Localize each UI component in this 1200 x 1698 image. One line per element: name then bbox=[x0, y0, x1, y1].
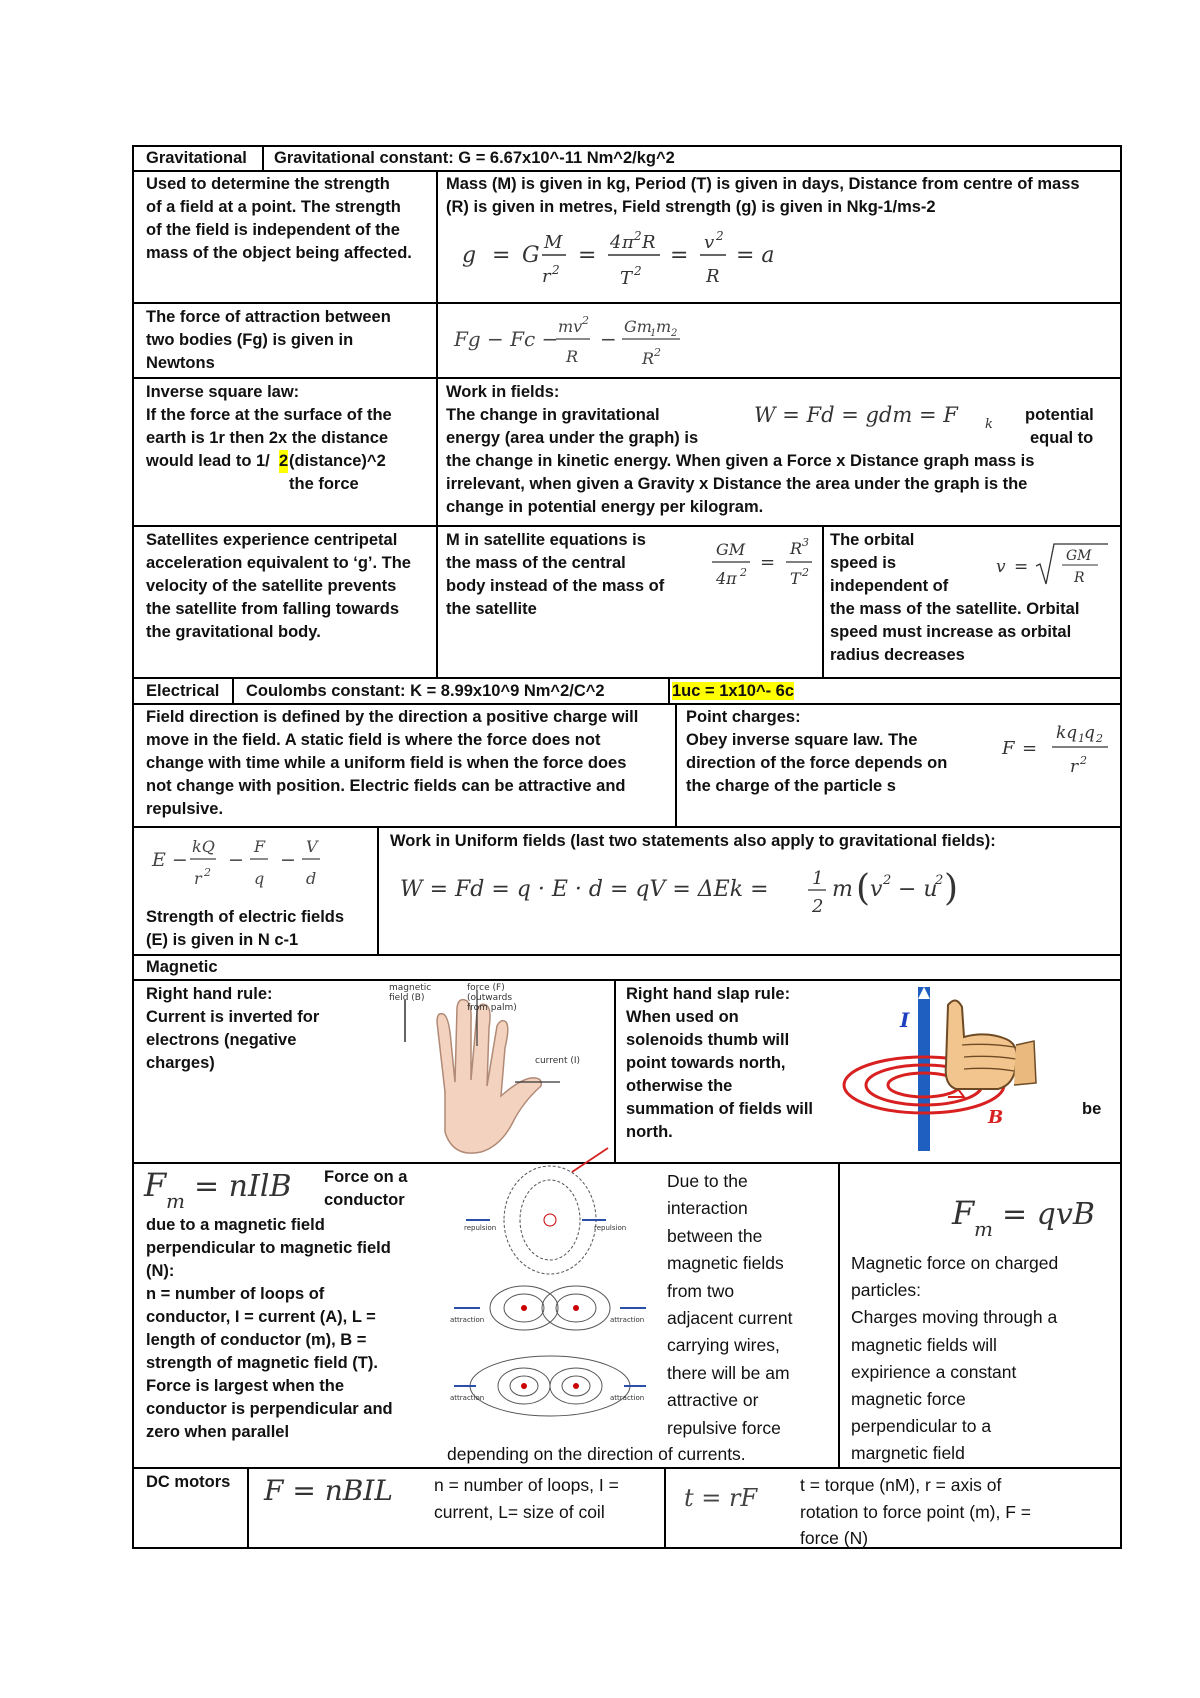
svg-text:Fg − Fc −: Fg − Fc − bbox=[454, 327, 559, 351]
svg-text:= qvB: = qvB bbox=[1002, 1197, 1095, 1232]
uniform-field-work-equation bbox=[398, 862, 978, 922]
svg-text:2: 2 bbox=[634, 264, 642, 278]
svg-text:g: g bbox=[462, 243, 477, 268]
svg-text:R: R bbox=[1074, 570, 1085, 586]
svg-text:3: 3 bbox=[802, 536, 809, 549]
svg-text:2: 2 bbox=[654, 346, 661, 359]
point-charges-description: Point charges: Obey inverse square law. The direction of the force depends on the charge of the particle s bbox=[686, 708, 948, 795]
rhr-current-label: current (I) bbox=[535, 1056, 581, 1066]
right-hand-slap-diagram bbox=[838, 985, 1078, 1160]
svg-text:=: = bbox=[492, 243, 511, 268]
svg-text:T: T bbox=[790, 569, 801, 588]
satellites-description: Satellites experience centripetal acceleration equivalent to ‘g’. The velocity of the satellite prevents the satellite from falling towards the gravitational body. bbox=[146, 531, 411, 641]
svg-text:=: = bbox=[1022, 738, 1038, 759]
motor-force-equation bbox=[262, 1472, 412, 1512]
magnetic-header: Magnetic bbox=[146, 958, 218, 976]
repulsion-label-right: repulsion bbox=[594, 1224, 627, 1232]
svg-text:=: = bbox=[670, 243, 689, 268]
svg-text:2: 2 bbox=[634, 229, 642, 243]
field-strength-description: Used to determine the strength of a field at a point. The strength of the field is independent of the mass of the object being affected. bbox=[146, 175, 412, 262]
work-energy-equation bbox=[752, 398, 1022, 434]
svg-text:v: v bbox=[870, 877, 883, 902]
svg-text:W = Fd = gdm = F: W = Fd = gdm = F bbox=[754, 403, 958, 427]
svg-text:Gm: Gm bbox=[624, 317, 652, 336]
svg-text:k: k bbox=[985, 417, 993, 432]
svg-text:r: r bbox=[1070, 757, 1079, 777]
svg-text:2: 2 bbox=[935, 873, 944, 888]
svg-text:GM: GM bbox=[1066, 548, 1092, 564]
svg-text:R: R bbox=[566, 347, 579, 366]
svg-text:2: 2 bbox=[812, 896, 824, 917]
svg-text:GM: GM bbox=[716, 540, 746, 559]
force-on-conductor-a: Force on a conductor bbox=[324, 1168, 408, 1209]
slap-be-word: be bbox=[1082, 1100, 1102, 1118]
svg-text:2: 2 bbox=[552, 263, 560, 277]
slap-field-label: B bbox=[988, 1107, 1004, 1128]
svg-text:=: = bbox=[578, 243, 597, 268]
svg-text:t = rF: t = rF bbox=[684, 1484, 758, 1512]
slap-current-label: I bbox=[900, 1008, 910, 1032]
svg-text:q: q bbox=[1084, 723, 1095, 743]
svg-text:kq: kq bbox=[1056, 723, 1078, 743]
svg-text:= nIlB: = nIlB bbox=[194, 1169, 292, 1204]
svg-text:4: 4 bbox=[610, 232, 622, 253]
electric-field-equation bbox=[150, 834, 350, 894]
parallel-wires-diagram bbox=[450, 1166, 650, 1434]
parallel-wires-description: Due to the interaction between the magnetic fields from two adjacent current carrying wires, there will be am attractive or repulsive force bbox=[667, 1171, 793, 1438]
notes-page: Gravitational Gravitational constant: G = 6.67x10^-11 Nm^2/kg^2 Used to determine the strength of a field at a point. The strength of the field is independent of the mass of the object being affected. Mass (M) is given in kg, Period (T) is given in days, Distance from centre of mass (R) is given in metres, Field strength (g) is given in Nkg-1/ms-2 g = G M r 2 = 4 π 2 R T 2 = v 2 R = a The force of attraction between two bodies (Fg) is given in Newtons Fg − Fc − mv 2 R − Gm 1 m 2 R 2 Inverse square law: If the force at the surface of the earth is 1r then 2x the distance would lead to 1/ 2 (distance)^2 the force Work in fields: The change in gravitational potential energy (area under the graph) is equal to the change in kinetic energy. When given a Force x Distance graph mass is irrelevant, when given a Gravity x Distance the area under the graph is the change in potential energy per kilogram. W = Fd = gdm = F k Satellites experience centripetal acceleration equivalent to ‘g’. The velocity of the satellite prevents the satellite from falling towards the gravitational body. M in satellite equations is the mass of the central body instead of the mass of the satellite GM 4π 2 = R 3 T 2 The orbital speed is independent of the mass of the satellite. Orbital speed must increase as orbital radius decreases v = GM R Electrical Coulombs constant: K = 8.99x10^9 Nm^2/C^2 1uc = 1x10^- 6c Field direction is defined by the direction a positive charge will move in the field. A static field is where the force does not change with time while a uniform field is when the force does not change with position. Electric fields can be attractive and repulsive. Point charges: Obey inverse square law. The direction of the force depends on the charge of the particle s F = kq 1 q 2 r 2 E − kQ r 2 − F q − V d Strength of electric fields (E) is given in N c-1 Work in Uniform fields (last two statements also apply to gravitational fields): W = Fd = q · E · d = qV = ΔEk = 1 2 m ( v 2 − u 2 ) Magnetic Right hand rule: Current is inverted for electrons (negative charges) magnetic field (B) force (F) (outwards from palm) current (I) Right hand slap rule: When used on solenoids thumb will point towards north, otherwise the summation of fields will north. I B be F m = nIlB Force on a conductor due to a magnetic field perpendicular to magnetic field (N): n = number of loops of conductor, I = current (A), L = length of conductor (m), B = strength of magnetic field (T). Force is largest when the conductor is perpendicular and zero when parallel repulsion repulsion attraction attraction attraction attraction Due to the interaction between the magnetic fields from two adjacent current carrying wires, there will be am attractive or repulsive force depending on the direction of currents. F m = qvB Magnetic force on charged particles: Charges moving through a magnetic fields will expirience a constant magnetic force perpendicular to a margnetic field DC motors F = nBIL n = number of loops, I = current, L= size of coil t = rF t = torque (nM), r = axis of rotation to force point (m), F = force (N) bbox=[0, 0, 1200, 1698]
svg-text:M: M bbox=[544, 232, 563, 253]
svg-text:m: m bbox=[974, 1217, 993, 1241]
svg-text:m: m bbox=[166, 1189, 185, 1213]
charged-particle-force-equation bbox=[950, 1188, 1110, 1248]
right-hand-rule-diagram bbox=[385, 982, 610, 1160]
svg-text:R: R bbox=[706, 266, 720, 287]
svg-text:V: V bbox=[306, 837, 318, 856]
repulsion-label-left: repulsion bbox=[464, 1224, 497, 1232]
svg-text:G: G bbox=[522, 243, 540, 268]
attraction-label-left-2: attraction bbox=[450, 1394, 485, 1402]
force-attraction-description: The force of attraction between two bodies (Fg) is given in Newtons bbox=[146, 308, 391, 372]
svg-text:2: 2 bbox=[582, 314, 589, 327]
svg-text:2: 2 bbox=[1096, 732, 1103, 745]
attraction-label-right-2: attraction bbox=[610, 1394, 645, 1402]
rhr-field-label: magnetic field (B) bbox=[389, 983, 432, 1003]
orbital-speed-a: The orbital speed is independent of bbox=[830, 531, 949, 595]
svg-text:r: r bbox=[542, 266, 551, 287]
svg-text:q: q bbox=[254, 869, 265, 888]
svg-text:2: 2 bbox=[740, 566, 747, 579]
charged-particle-description: Magnetic force on charged particles: Charges moving through a magnetic fields will expirience a constant magnetic force perpendicular to a margnetic field bbox=[851, 1253, 1059, 1464]
svg-text:2: 2 bbox=[1080, 754, 1087, 767]
gravitational-force-equation bbox=[452, 310, 712, 374]
svg-text:m: m bbox=[832, 877, 853, 902]
attraction-label-right-1: attraction bbox=[610, 1316, 645, 1324]
svg-text:F: F bbox=[952, 1194, 975, 1232]
work-uniform-fields: Work in Uniform fields (last two statements also apply to gravitational fields): bbox=[390, 832, 996, 850]
svg-text:F: F bbox=[1002, 738, 1015, 759]
field-strength-equation bbox=[460, 220, 780, 290]
electrical-header: Electrical bbox=[146, 682, 220, 700]
svg-text:mv: mv bbox=[558, 317, 583, 336]
coulombs-constant: Coulombs constant: K = 8.99x10^9 Nm^2/C^2 bbox=[246, 682, 605, 700]
svg-text:T: T bbox=[620, 268, 633, 289]
svg-text:2: 2 bbox=[802, 566, 809, 579]
svg-text:−: − bbox=[280, 849, 296, 871]
svg-text:m: m bbox=[656, 317, 672, 336]
svg-text:= a: = a bbox=[736, 243, 775, 268]
svg-text:F = nBIL: F = nBIL bbox=[264, 1474, 393, 1507]
svg-text:2: 2 bbox=[671, 328, 678, 339]
right-hand-rule-description: Right hand rule: Current is inverted for electrons (negative charges) bbox=[146, 985, 320, 1072]
svg-text:R: R bbox=[642, 232, 656, 253]
svg-text:F: F bbox=[254, 837, 266, 856]
right-hand-slap-description: Right hand slap rule: When used on solenoids thumb will point towards north, otherwise the summation of fields will north. bbox=[626, 985, 814, 1141]
svg-text:): ) bbox=[944, 868, 959, 909]
svg-text:π: π bbox=[622, 232, 634, 253]
svg-text:W = Fd = q · E · d = qV = ΔE: W = Fd = q · E · d = qV = ΔEk = bbox=[400, 877, 769, 902]
svg-text:4π: 4π bbox=[716, 569, 737, 588]
svg-text:d: d bbox=[306, 869, 317, 888]
satellite-mass-description: M in satellite equations is the mass of the central body instead of the mass of the satellite bbox=[446, 531, 665, 618]
svg-text:F: F bbox=[144, 1166, 167, 1204]
dc-motors-header: DC motors bbox=[146, 1473, 231, 1491]
svg-text:r: r bbox=[194, 869, 202, 888]
svg-text:2: 2 bbox=[883, 873, 892, 888]
svg-text:=: = bbox=[1014, 557, 1029, 577]
coulomb-law-equation bbox=[1000, 718, 1115, 782]
svg-text:−: − bbox=[600, 327, 617, 351]
svg-text:R: R bbox=[642, 349, 655, 368]
svg-text:−: − bbox=[228, 849, 244, 871]
svg-text:(: ( bbox=[856, 868, 871, 909]
svg-text:1: 1 bbox=[1078, 732, 1085, 745]
kepler-equation bbox=[710, 532, 820, 594]
svg-text:v: v bbox=[996, 557, 1006, 577]
microcoulomb-note: 1uc = 1x10^- 6c bbox=[672, 682, 795, 700]
parallel-wires-tail: depending on the direction of currents. bbox=[447, 1444, 746, 1464]
svg-text:1: 1 bbox=[650, 328, 657, 339]
svg-text:2: 2 bbox=[716, 229, 724, 243]
orbital-speed-equation bbox=[990, 540, 1110, 590]
gravitational-constant: Gravitational constant: G = 6.67x10^-11 Nm^2/kg^2 bbox=[274, 149, 675, 167]
rhr-force-label: force (F) (outwards from palm) bbox=[467, 983, 517, 1013]
svg-text:− u: − u bbox=[898, 877, 938, 902]
svg-text:1: 1 bbox=[812, 868, 824, 889]
units-description: Mass (M) is given in kg, Period (T) is given in days, Distance from centre of mass (R) is given in metres, Field strength (g) is given in Nkg-1/ms-2 bbox=[446, 175, 1080, 216]
svg-text:R: R bbox=[790, 539, 803, 558]
force-on-conductor-b: due to a magnetic field perpendicular to magnetic field (N): n = number of loops of conductor, I = current (A), L = length of conductor (m), B = strength of magnetic field (T). Force is largest when the conductor is perpendicular and zero when parallel bbox=[146, 1216, 393, 1441]
gravitational-header: Gravitational bbox=[146, 149, 247, 167]
orbital-speed-b: the mass of the satellite. Orbital speed must increase as orbital radius decreases bbox=[830, 600, 1080, 664]
attraction-label-left-1: attraction bbox=[450, 1316, 485, 1324]
conductor-force-equation bbox=[142, 1162, 322, 1216]
svg-text:E −: E − bbox=[152, 849, 188, 871]
torque-equation bbox=[682, 1480, 782, 1516]
svg-text:v: v bbox=[704, 232, 715, 253]
svg-text:=: = bbox=[760, 552, 776, 573]
svg-text:kQ: kQ bbox=[192, 837, 215, 856]
torque-variables-description: t = torque (nM), r = axis of rotation to force point (m), F = force (N) bbox=[800, 1475, 1031, 1548]
field-direction-description: Field direction is defined by the direction a positive charge will move in the field. A static field is where the force does not change with time while a uniform field is when the force does not change with position. Electric fields can be attractive and repulsive. bbox=[146, 708, 639, 818]
electric-field-strength-description: Strength of electric fields (E) is given in N c-1 bbox=[146, 908, 345, 949]
svg-text:2: 2 bbox=[204, 866, 211, 879]
motor-variables-description: n = number of loops, I = current, L= size of coil bbox=[434, 1475, 619, 1522]
